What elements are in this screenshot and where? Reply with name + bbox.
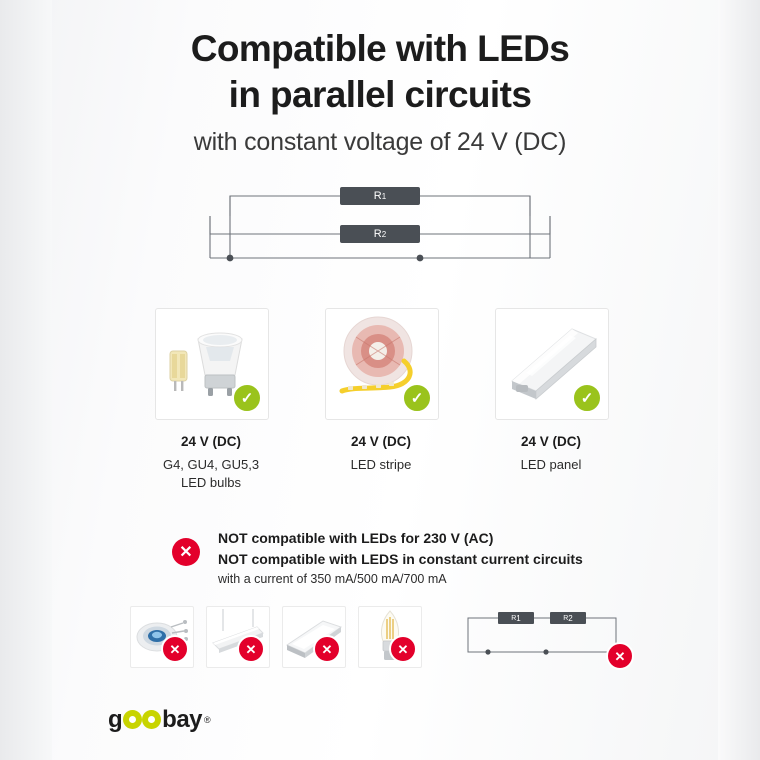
- series-resistor-r2-label: R: [563, 614, 569, 622]
- logo-oo-icon: [123, 709, 161, 731]
- notice-line-1: NOT compatible with LEDs for 230 V (AC): [218, 530, 494, 546]
- resistor-r1-sub: 1: [381, 191, 387, 201]
- series-resistor-r1-label: R: [511, 614, 517, 622]
- cross-icon: ✕: [313, 635, 341, 663]
- check-icon: ✓: [232, 383, 262, 413]
- resistor-r2: [340, 225, 420, 243]
- parallel-circuit-diagram: [190, 178, 570, 274]
- page-title: [0, 26, 760, 117]
- incompatible-thumbnails: [130, 606, 630, 670]
- circuit-node: [417, 255, 424, 262]
- cross-icon: ✕: [606, 642, 634, 670]
- series-resistor-r2: [550, 612, 586, 624]
- series-circuit-svg: [458, 612, 630, 664]
- title-line-1: Compatible with LEDs: [190, 28, 570, 69]
- resistor-r2-sub: 2: [381, 229, 387, 239]
- check-icon: ✓: [572, 383, 602, 413]
- check-icon: ✓: [402, 383, 432, 413]
- resistor-r1-label: R: [373, 190, 382, 202]
- product-card-led-bulbs: [155, 308, 269, 420]
- series-node: [485, 649, 490, 654]
- thumb-pendant-office-lamp: [206, 606, 270, 668]
- circuit-node: [227, 255, 234, 262]
- cross-icon: ✕: [237, 635, 265, 663]
- cross-icon: ✕: [161, 635, 189, 663]
- series-resistor-r1: [498, 612, 534, 624]
- incompatibility-notice: [172, 528, 642, 588]
- caption-led-stripe: [306, 432, 456, 474]
- title-line-2: in parallel circuits: [228, 73, 532, 115]
- series-circuit-diagram: [458, 612, 630, 664]
- notice-line-2: NOT compatible with LEDS in constant current circuits: [218, 551, 583, 567]
- notice-line-3: with a current of 350 mA/500 mA/700 mA: [218, 572, 447, 586]
- thumb-filament-candle-bulb: [358, 606, 422, 668]
- compatible-product-cards: [155, 308, 607, 418]
- notice-text-block: [218, 528, 642, 589]
- product-card-led-stripe: [325, 308, 439, 420]
- series-resistor-r1-sub: 1: [516, 613, 521, 623]
- caption-voltage: 24 V (DC): [180, 434, 241, 449]
- caption-desc-1: LED panel: [520, 456, 582, 472]
- series-node: [543, 649, 548, 654]
- thumb-recessed-spotlight: [130, 606, 194, 668]
- caption-voltage: 24 V (DC): [350, 434, 411, 449]
- series-resistor-r2-sub: 2: [568, 613, 573, 623]
- cross-icon: ✕: [389, 635, 417, 663]
- logo-text-start: g: [108, 706, 123, 733]
- resistor-r1: [340, 187, 420, 205]
- logo-text-end: bay: [162, 706, 203, 733]
- caption-desc-1: G4, GU4, GU5,3: [162, 456, 260, 472]
- caption-desc-2: LED bulbs: [181, 475, 241, 491]
- caption-led-panel: [476, 432, 626, 474]
- product-card-led-panel: [495, 308, 609, 420]
- caption-voltage: 24 V (DC): [520, 434, 581, 449]
- goobay-logo: [108, 706, 210, 734]
- caption-desc-1: LED stripe: [350, 456, 412, 472]
- cross-icon: ✕: [172, 538, 200, 566]
- logo-registered-mark: ®: [204, 715, 211, 725]
- thumb-led-panel-frame: [282, 606, 346, 668]
- resistor-r2-label: R: [373, 228, 382, 240]
- caption-led-bulbs: [136, 432, 286, 493]
- page-subtitle: with constant voltage of 24 V (DC): [193, 128, 567, 156]
